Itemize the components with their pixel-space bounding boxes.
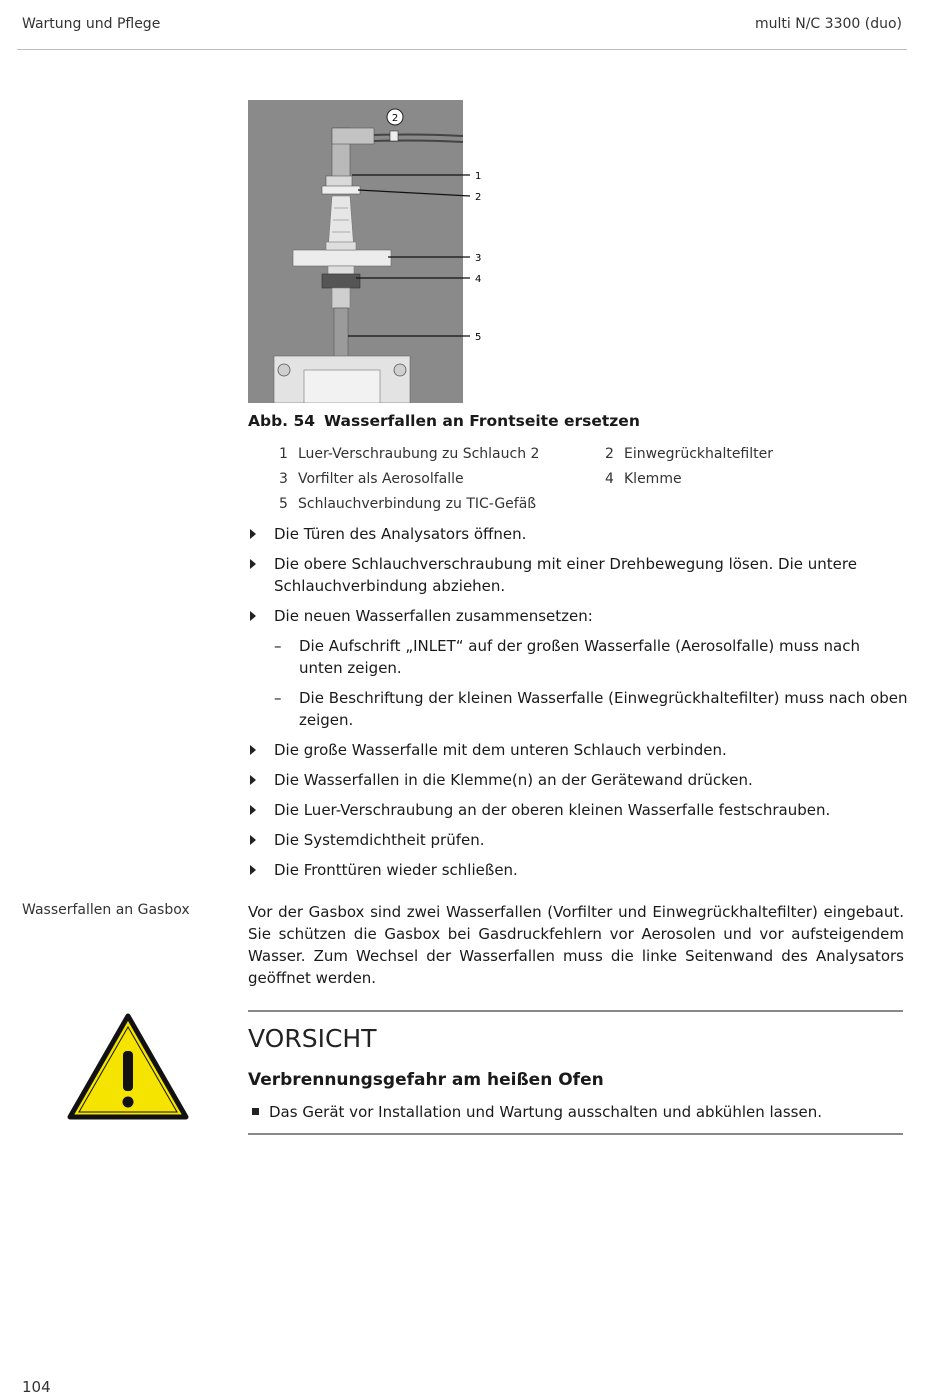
triangle-bullet-icon	[250, 745, 256, 755]
square-bullet-icon	[252, 1108, 259, 1115]
legend-item: 3 Vorfilter als Aerosolfalle	[279, 471, 464, 487]
figure-label-3: 3	[475, 253, 482, 264]
running-header-section: Wartung und Pflege	[22, 16, 161, 32]
legend-item: 5 Schlauchverbindung zu TIC-Gefäß	[279, 496, 537, 512]
procedure-steps	[248, 523, 908, 889]
figure-label-2: 2	[475, 192, 482, 203]
figure-legend	[279, 446, 799, 521]
triangle-bullet-icon	[250, 865, 256, 875]
step-item: Die obere Schlauchverschraubung mit einer Drehbewegung lösen. Die untere Schlauchverbindung abziehen.	[248, 553, 908, 597]
water-trap-figure	[248, 100, 498, 403]
step-item: Die neuen Wasserfallen zusammensetzen:	[248, 605, 908, 627]
step-item: Die Fronttüren wieder schließen.	[248, 859, 908, 881]
step-item: Die Wasserfallen in die Klemme(n) an der Gerätewand drücken.	[248, 769, 908, 791]
header-divider	[17, 49, 907, 50]
triangle-bullet-icon	[250, 835, 256, 845]
figure-label-4: 4	[475, 274, 482, 285]
page-number: 104	[22, 1378, 51, 1396]
figure-callout: 2	[391, 113, 399, 124]
warning-triangle-icon	[67, 1013, 189, 1121]
gasbox-paragraph: Vor der Gasbox sind zwei Wasserfallen (Vorfilter und Einwegrückhaltefilter) eingebaut. Sie schützen die Gasbox bei Gasdruckfehlern vor Aerosolen und vor aufsteigendem Wasser. Zum Wechsel der Wasserfallen muss die linke Seitenwand des Analysators geöffnet werden.	[248, 903, 904, 987]
warning-subtitle: Verbrennungsgefahr am heißen Ofen	[248, 1070, 604, 1090]
warning-bottom-rule	[248, 1133, 903, 1135]
running-header-product: multi N/C 3300 (duo)	[755, 16, 902, 32]
step-item: Die Systemdichtheit prüfen.	[248, 829, 908, 851]
substep-item: – Die Aufschrift „INLET“ auf der großen Wasserfalle (Aerosolfalle) muss nach unten zeigen.	[274, 637, 860, 677]
triangle-bullet-icon	[250, 805, 256, 815]
step-item: Die Luer-Verschraubung an der oberen kleinen Wasserfalle festschrauben.	[248, 799, 908, 821]
legend-item: 1 Luer-Verschraubung zu Schlauch 2	[279, 446, 540, 462]
legend-item: 4 Klemme	[605, 471, 682, 487]
caption-title: Wasserfallen an Frontseite ersetzen	[324, 412, 640, 430]
figure-label-1: 1	[475, 171, 482, 182]
legend-item: 2 Einwegrückhaltefilter	[605, 446, 774, 462]
warning-item: Das Gerät vor Installation und Wartung ausschalten und abkühlen lassen.	[248, 1101, 822, 1123]
figure-caption	[248, 412, 640, 430]
triangle-bullet-icon	[250, 529, 256, 539]
caption-number: Abb. 54	[248, 412, 316, 430]
step-item: Die große Wasserfalle mit dem unteren Schlauch verbinden.	[248, 739, 908, 761]
triangle-bullet-icon	[250, 611, 256, 621]
step-item: Die Türen des Analysators öffnen.	[248, 523, 908, 545]
margin-heading-gasbox: Wasserfallen an Gasbox	[22, 902, 190, 918]
warning-top-rule	[248, 1010, 903, 1012]
triangle-bullet-icon	[250, 559, 256, 569]
substep-item: – Die Beschriftung der kleinen Wasserfalle (Einwegrückhaltefilter) muss nach oben zeigen.	[274, 689, 908, 729]
warning-title: VORSICHT	[248, 1024, 377, 1053]
triangle-bullet-icon	[250, 775, 256, 785]
figure-label-5: 5	[475, 332, 482, 343]
